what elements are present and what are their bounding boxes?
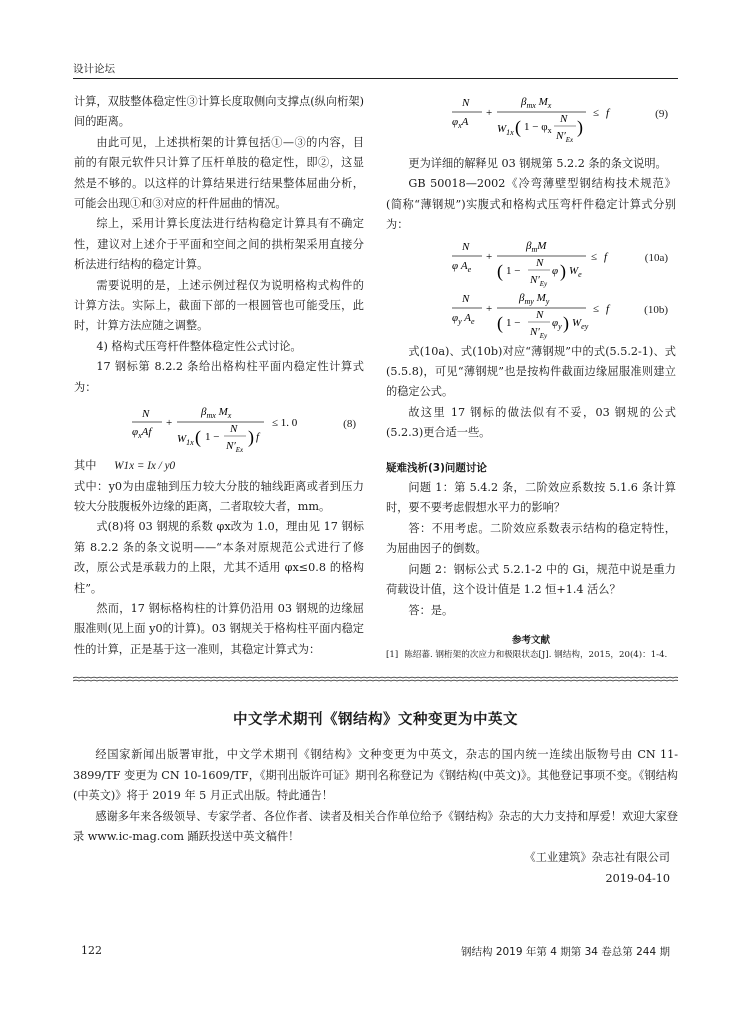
svg-text:1 −: 1 − — [506, 264, 521, 277]
svg-text:f: f — [606, 302, 610, 315]
left-paragraph-8: 式(8)将 03 钢规的系数 φx改为 1.0，理由见 17 钢标第 8.2.2 条的条文说明——“本条对原规范公式进行了修改，原公式是承载力的上限，尤其不适用 φx≤0.8 的格构柱”。 — [74, 520, 364, 595]
svg-text:φ Ae: φ $A_e$ — [452, 259, 472, 274]
svg-text:≤: ≤ — [593, 107, 600, 119]
svg-text:+: + — [486, 302, 493, 315]
svg-text:φ: φ — [552, 264, 559, 277]
equation-10b-graphic — [386, 288, 676, 342]
svg-text:1 −: 1 − — [205, 431, 220, 444]
svg-text:≤: ≤ — [593, 302, 600, 315]
left-paragraph-6: 17 钢标第 8.2.2 条给出格构柱平面内稳定性计算式为： — [74, 360, 364, 394]
notice-paragraph-1: 经国家新闻出版署审批，中文学术期刊《钢结构》文种变更为中英文，杂志的国内统一连续出版物号由 CN 11-3899/TF 变更为 CN 10-1609/TF，《期刊出版许可证》期刊名称登记为《钢结构(中英文)》。其他登记事项不变。《钢结构(中英文)》将于 2019 年 5 月正式出版。特此通告！ — [73, 748, 678, 803]
left-column — [74, 92, 364, 660]
svg-text:≤: ≤ — [591, 250, 598, 263]
right-paragraph-1: 更为详细的解释见 03 钢规第 5.2.2 条的条文说明。 — [408, 157, 667, 170]
svg-text:βmx Mx: $\beta_{mx}$ $M_x$ — [201, 406, 232, 421]
svg-text:f: f — [256, 431, 260, 444]
svg-text:N: N — [536, 256, 544, 269]
svg-text:φy Ae: $\varphi_y$ $A_e$ — [452, 311, 475, 326]
right-paragraph-4: 故这里 17 钢标的做法似有不妥，03 钢规的公式(5.2.3)更合适一些。 — [386, 405, 676, 440]
svg-text:(: ( — [515, 117, 521, 137]
where-formula: W1x = Ix / y0 — [114, 460, 176, 473]
svg-text:φxA: $\varphi_xA$ — [452, 116, 469, 130]
right-column — [386, 92, 676, 662]
reference-1-text: 陈绍蕃. 钢桁架的次应力和极限状态[J]. 钢结构，2015，20(4)：1-4. — [404, 649, 668, 660]
svg-text:βmx Mx: $\beta_{mx}$ $M_x$ — [521, 96, 552, 110]
svg-text:+: + — [166, 417, 173, 430]
question-2: 问题 2：钢标公式 5.2.1-2 中的 Gi，规范中说是重力荷载设计值，这个设计值是 1.2 恒+1.4 活么？ — [386, 562, 676, 597]
svg-text:N: N — [462, 97, 470, 109]
svg-text:βmy My: $\beta_{my}$ $M_y$ — [519, 291, 550, 306]
svg-text:(: ( — [497, 312, 503, 333]
svg-text:+: + — [486, 250, 493, 263]
journal-issue: 钢结构 2019 年第 4 期第 34 卷总第 244 期 — [460, 946, 670, 958]
equation-9-number: (9) — [655, 108, 668, 120]
svg-text:≤ 1. 0: ≤ 1. 0 — [272, 417, 298, 430]
page-number: 122 — [81, 944, 102, 957]
equation-8-number: (8) — [343, 418, 356, 431]
svg-text:(: ( — [195, 427, 201, 448]
svg-text:N′Ey: $N'_{Ey}$ — [530, 325, 548, 340]
left-paragraph-7: 式中：y0为由虚轴到压力较大分肢的轴线距离或者到压力较大分肢腹板外边缘的距离，二者取较大者，mm。 — [74, 479, 364, 513]
references-title: 参考文献 — [511, 634, 550, 646]
svg-text:W1x: $W_{1x}$ — [177, 433, 194, 448]
notice-date: 2019-04-10 — [605, 871, 670, 885]
where-line — [74, 456, 364, 476]
equation-10a — [386, 236, 676, 288]
equation-10a-number: (10a) — [644, 251, 668, 264]
equation-10b-number: (10b) — [644, 303, 668, 316]
svg-text:φy: $\varphi_y$ — [552, 316, 562, 331]
where-label: 其中 — [74, 459, 97, 473]
header-rule — [73, 78, 678, 79]
svg-text:(: ( — [497, 260, 503, 281]
svg-text:N: N — [560, 113, 568, 125]
wavy-divider — [73, 676, 678, 682]
svg-text:): ) — [560, 260, 566, 281]
left-paragraph-3: 综上，采用计算长度法进行结构稳定计算具有不确定性，建议对上述介于平面和空间之间的拱桁架采用直接分析法进行结构的稳定计算。 — [74, 217, 364, 272]
notice-paragraph-2: 感谢多年来各级领导、专家学者、各位作者、读者及相关合作单位给予《钢结构》杂志的大力支持和厚爱！欢迎大家登录 www.ic-mag.com 踊跃投送中英文稿件！ — [73, 809, 678, 844]
equation-8 — [74, 398, 364, 456]
svg-text:+: + — [486, 107, 493, 119]
right-paragraph-3: 式(10a)、式(10b)对应“薄钢规”中的式(5.5.2-1)、式(5.5.8)，可见“薄钢规”也是按构件截面边缘屈服准则建立的稳定公式。 — [386, 344, 676, 399]
left-paragraph-2: 由此可见，上述拱桁架的计算包括①—③的内容，目前的有限元软件只计算了压杆单肢的稳定性，即②，这显然是不够的。以这样的计算结果进行结果整体屈曲分析，可能会出现①和③对应的杆件屈曲的情况。 — [74, 135, 364, 211]
reference-1 — [386, 649, 676, 662]
right-paragraph-2: GB 50018—2002《冷弯薄壁型钢结构技术规范》(简称“薄钢规”)实腹式和格构式压弯杆件稳定计算式分别为： — [386, 177, 676, 232]
svg-text:βmM: $\beta_mM$ — [526, 239, 547, 254]
equation-9-graphic — [386, 92, 676, 154]
left-paragraph-1: 计算，双肢整体稳定性③计算长度取侧向支撑点(纵向桁架)间的距离。 — [74, 95, 364, 129]
svg-text:1 − φx: $1 - \varphi_x$ — [524, 121, 552, 135]
svg-text:): ) — [563, 312, 569, 333]
svg-text:f: f — [604, 250, 608, 263]
svg-text:N: N — [230, 423, 238, 436]
notice-title: 中文学术期刊《钢结构》文种变更为中英文 — [233, 712, 518, 728]
svg-text:N: N — [462, 292, 470, 305]
svg-text:): ) — [577, 117, 583, 137]
svg-text:N: N — [462, 240, 470, 253]
svg-text:Wey: $W_{ey}$ — [572, 316, 589, 331]
section-header: 设计论坛 — [73, 63, 115, 75]
equation-9 — [386, 92, 676, 154]
equation-10a-graphic — [386, 236, 676, 288]
svg-text:W1x: $W_{1x}$ — [497, 123, 514, 137]
left-paragraph-9: 然而，17 钢标格构柱的计算仍沿用 03 钢规的边缘屈服准则(见上面 y0的计算)。03 钢规关于格构柱平面内稳定性的计算，正是基于这一准则，其稳定计算式为： — [74, 601, 364, 656]
svg-text:N: N — [536, 308, 544, 321]
equation-8-graphic — [74, 398, 364, 456]
notice-body — [73, 745, 678, 889]
reference-1-number: [1] — [386, 649, 399, 660]
svg-text:We: $W_e$ — [569, 264, 582, 279]
page-footer — [73, 944, 678, 959]
notice-organization: 《工业建筑》杂志社有限公司 — [524, 850, 670, 864]
answer-1: 答：不用考虑。二阶效应系数表示结构的稳定特性，为屈曲因子的倒数。 — [386, 521, 676, 556]
equation-10b — [386, 288, 676, 342]
svg-text:f: f — [606, 107, 610, 119]
left-paragraph-5: 4) 格构式压弯杆件整体稳定性公式讨论。 — [96, 339, 302, 353]
answer-2: 答：是。 — [408, 603, 454, 617]
svg-text:φxAf: $\varphi_xAf$ — [132, 426, 152, 441]
svg-text:N′Ey: $N'_{Ey}$ — [530, 273, 548, 288]
svg-text:N: N — [142, 408, 150, 421]
svg-text:): ) — [248, 427, 254, 448]
qa-section-title: 疑难浅析(3)问题讨论 — [386, 461, 487, 474]
left-paragraph-4: 需要说明的是，上述示例过程仅为说明格构式构件的计算方法。实际上，截面下部的一根圆管也可能受压，此时，计算方法应随之调整。 — [74, 278, 364, 333]
question-1: 问题 1：第 5.4.2 条，二阶效应系数按 5.1.6 条计算时，要不要考虑假想水平力的影响？ — [386, 481, 676, 515]
svg-text:N′Ex: $N'_{Ex}$ — [226, 440, 244, 455]
svg-text:1 −: 1 − — [506, 316, 521, 329]
svg-text:N′Ex: $N'_{Ex}$ — [556, 130, 574, 144]
